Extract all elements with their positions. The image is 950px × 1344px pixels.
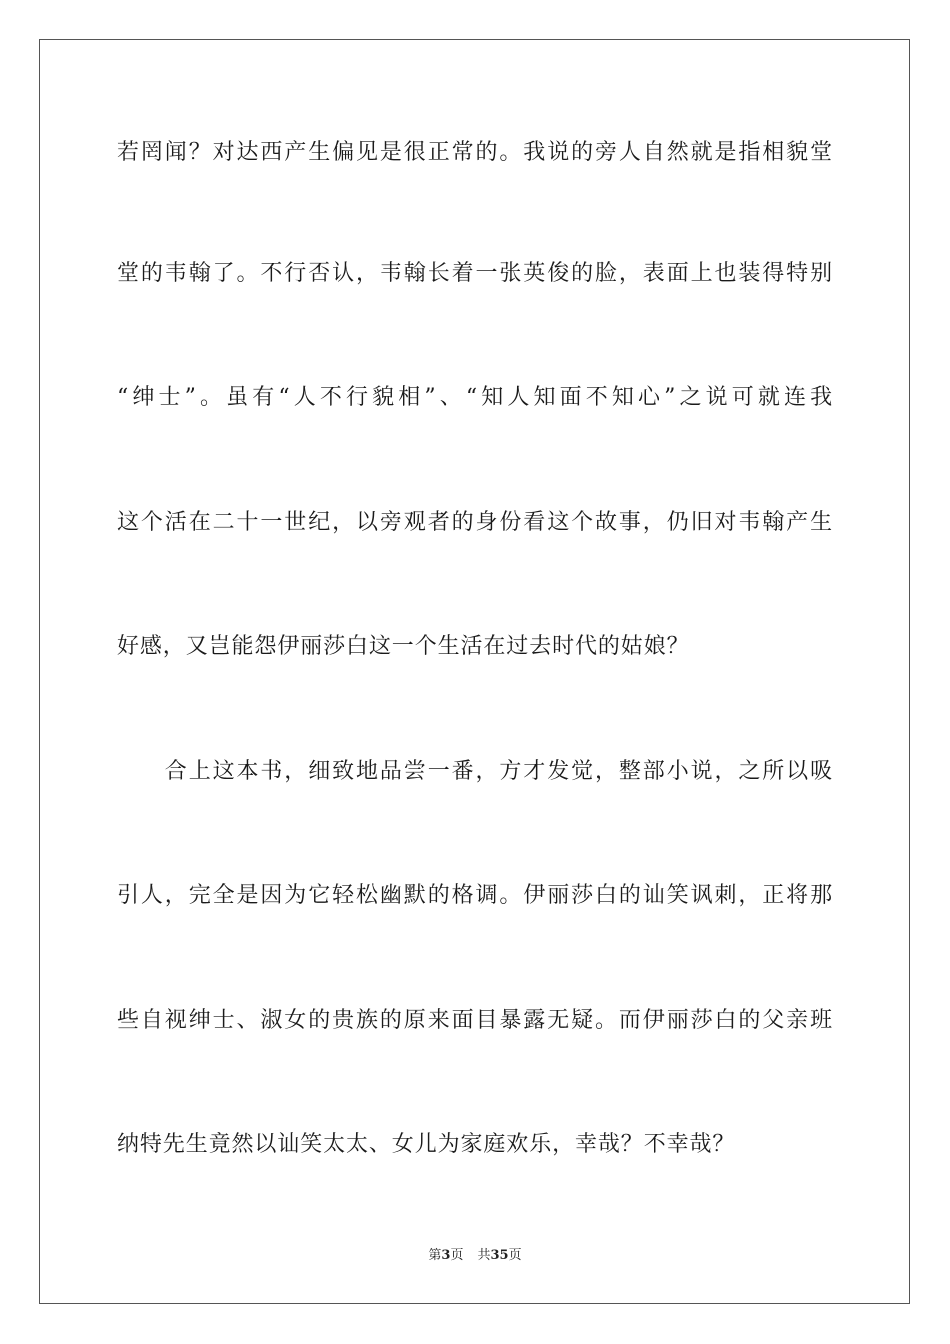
page-number: 3 (441, 1248, 451, 1263)
page-suffix: 页 (450, 1248, 464, 1263)
text-line: 堂的韦翰了。不行否认，韦翰长着一张英俊的脸，表面上也装得特别 (117, 261, 833, 286)
total-suffix: 页 (508, 1248, 522, 1263)
page-border (39, 39, 910, 1304)
text-line: 若罔闻？对达西产生偏见是很正常的。我说的旁人自然就是指相貌堂 (117, 140, 833, 165)
page-footer (0, 1247, 950, 1265)
total-prefix: 共 (477, 1248, 491, 1263)
text-line: 合上这本书，细致地品尝一番，方才发觉，整部小说，之所以吸 (117, 759, 833, 784)
text-line: 这个活在二十一世纪，以旁观者的身份看这个故事，仍旧对韦翰产生 (117, 510, 833, 535)
page-prefix: 第 (428, 1248, 442, 1263)
text-line: 些自视绅士、淑女的贵族的原来面目暴露无疑。而伊丽莎白的父亲班 (117, 1008, 833, 1033)
text-line: “绅士”。虽有“人不行貌相”、“知人知面不知心”之说可就连我 (117, 385, 833, 410)
text-line: 引人，完全是因为它轻松幽默的格调。伊丽莎白的讪笑讽刺，正将那 (117, 883, 833, 908)
total-pages: 35 (490, 1248, 509, 1263)
text-line: 好感，又岂能怨伊丽莎白这一个生活在过去时代的姑娘？ (117, 634, 690, 659)
text-line: 纳特先生竟然以讪笑太太、女儿为家庭欢乐，幸哉？不幸哉？ (117, 1132, 736, 1157)
